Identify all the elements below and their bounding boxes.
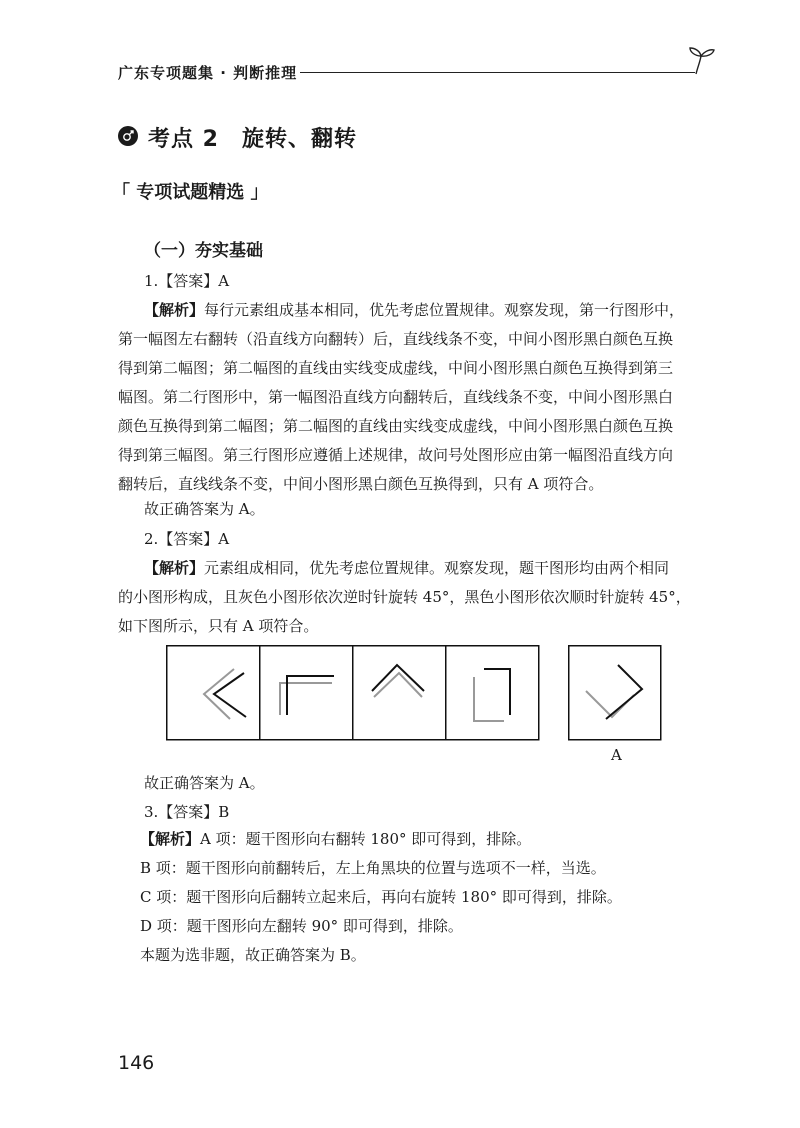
q1-analysis-line: 得到第二幅图；第二幅图的直线由实线变成虚线，中间小图形黑白颜色互换得到第三 <box>118 359 674 377</box>
page-number: 146 <box>118 1052 155 1074</box>
sprout-icon <box>686 44 716 78</box>
q2-figure <box>166 645 662 741</box>
q1-analysis-line: 第一幅图左右翻转（沿直线方向翻转）后，直线线条不变，中间小图形黑白颜色互换 <box>118 330 674 348</box>
q1-analysis-line: 幅图。第二行图形中，第一幅图沿直线方向翻转后，直线线条不变，中间小图形黑白 <box>118 388 674 406</box>
figure-option-a-label: A <box>611 746 622 764</box>
q3-analysis-line: D 项：题干图形向左翻转 90° 即可得到，排除。 <box>140 917 463 935</box>
q2-analysis-line: 【解析】元素组成相同，优先考虑位置规律。观察发现，题干图形均由两个相同 <box>144 559 670 577</box>
figure-panel-2 <box>260 646 353 740</box>
q1-answer: 1.【答案】A <box>144 272 230 290</box>
figure-panel-1 <box>167 646 260 740</box>
q2-analysis-line: 如下图所示，只有 A 项符合。 <box>118 617 319 635</box>
q1-conclusion: 故正确答案为 A。 <box>144 500 265 518</box>
q1-analysis-line: 得到第三幅图。第三行图形应遵循上述规律，故问号处图形应由第一幅图沿直线方向 <box>118 446 674 464</box>
section-bullet-icon <box>118 126 138 146</box>
q2-answer: 2.【答案】A <box>144 530 230 548</box>
q3-analysis-line: C 项：题干图形向后翻转立起来后，再向右旋转 180° 即可得到，排除。 <box>140 888 622 906</box>
subsection-title: 「 专项试题精选 」 <box>112 182 269 203</box>
q2-conclusion: 故正确答案为 A。 <box>144 774 265 792</box>
header-rule <box>300 72 695 73</box>
analysis-tag: 【解析】 <box>144 301 205 319</box>
q2-analysis <box>118 554 708 641</box>
q1-analysis <box>118 296 708 499</box>
figure-option-a <box>569 646 661 740</box>
figure-panel-3 <box>353 646 446 740</box>
analysis-tag: 【解析】 <box>144 559 205 577</box>
section-title: 考点 2 旋转、翻转 <box>148 127 357 152</box>
q3-analysis-line: B 项：题干图形向前翻转后，左上角黑块的位置与选项不一样，当选。 <box>140 859 606 877</box>
q3-analysis-line: 本题为选非题，故正确答案为 B。 <box>140 946 366 964</box>
q1-analysis-line: 【解析】每行元素组成基本相同，优先考虑位置规律。观察发现，第一行图形中， <box>144 301 685 319</box>
q1-analysis-line: 翻转后，直线线条不变，中间小图形黑白颜色互换得到，只有 A 项符合。 <box>118 475 604 493</box>
analysis-tag: 【解析】 <box>140 830 201 848</box>
subsubsection-title: （一）夯实基础 <box>144 241 263 261</box>
q2-analysis-line: 的小图形构成，且灰色小图形依次逆时针旋转 45°，黑色小图形依次顺时针旋转 45°， <box>118 588 691 606</box>
q3-analysis <box>140 825 708 970</box>
running-header-title: 广东专项题集 · 判断推理 <box>118 64 298 82</box>
q1-analysis-line: 颜色互换得到第二幅图；第二幅图的直线由实线变成虚线，中间小图形黑白颜色互换 <box>118 417 674 435</box>
q3-analysis-line: 【解析】A 项：题干图形向右翻转 180° 即可得到，排除。 <box>140 830 532 848</box>
q3-answer: 3.【答案】B <box>144 803 230 821</box>
figure-panel-4 <box>446 646 539 740</box>
